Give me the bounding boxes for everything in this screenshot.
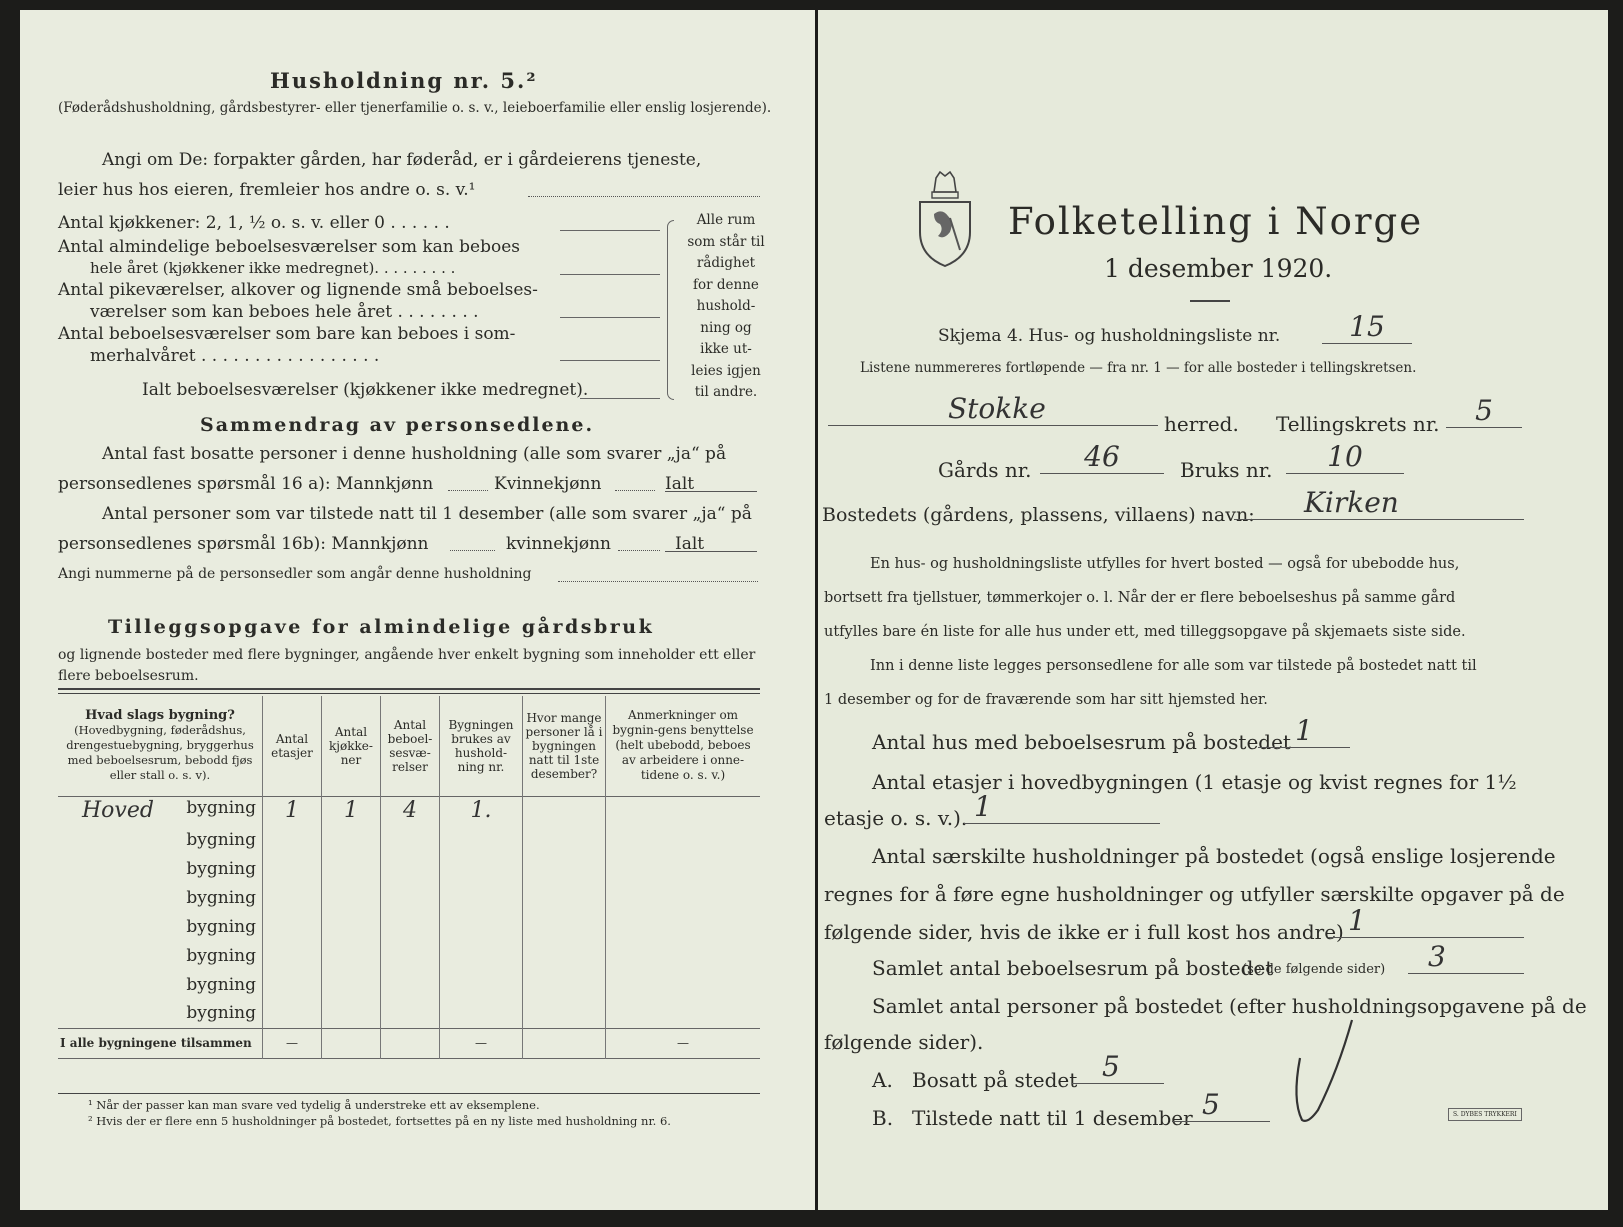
q-etasjer-line-2: etasje o. s. v.).: [824, 806, 968, 830]
angi-line-2: leier hus hos eieren, fremleier hos andre o. s. v.¹: [58, 180, 476, 200]
header-floors: Antal etasjer: [263, 696, 322, 796]
cell-hush: 1.: [440, 796, 523, 825]
cell-kjokken: [322, 941, 381, 970]
cell-etasjer: [263, 912, 322, 941]
skjema-label: Skjema 4. Hus- og husholdningsliste nr.: [938, 326, 1281, 346]
side-note-line: Alle rum: [696, 212, 756, 228]
side-note-line: for denne: [693, 276, 759, 293]
cell-hush: [440, 912, 523, 941]
rooms-summer-1: Antal beboelsesværelser som bare kan beboes i som-: [58, 324, 516, 344]
fill-total-2: [665, 551, 757, 552]
rooms-fill-1: [560, 230, 660, 231]
header-remarks: Anmerkninger om bygnin-gens benyttelse (helt ubebodd, beboes av arbeidere i onne-tidene o. s. v.): [606, 696, 761, 796]
gards-value: 46: [1040, 440, 1164, 474]
cell-hush: [440, 941, 523, 970]
cell-hush: [440, 854, 523, 883]
side-note: [682, 210, 770, 404]
q-samlet-rom-note: (se de følgende sider): [1242, 962, 1386, 977]
cell-etasjer: [263, 825, 322, 854]
rooms-fill-2: [560, 274, 660, 275]
sammendrag-title: Sammendrag av personsedlene.: [200, 414, 595, 436]
census-title: Folketelling i Norge: [1008, 200, 1424, 243]
fill-numbers: [558, 581, 758, 582]
table-total-row: [58, 1028, 760, 1058]
total-label: I alle bygningene tilsammen: [60, 1036, 252, 1050]
cell-pers: [523, 941, 606, 970]
q-samlet-pers-line-1: Samlet antal personer på bostedet (efter husholdningsopgavene på de: [872, 994, 1587, 1018]
rooms-fill-3: [560, 317, 660, 318]
instruction-1: En hus- og husholdningsliste utfylles for hvert bosted — også for ubebodde hus,: [870, 556, 1460, 572]
cell-rom: [381, 941, 440, 970]
sammendrag-total-2: Ialt: [675, 534, 705, 554]
cell-anm: [606, 999, 761, 1028]
sammendrag-line-1: Antal fast bosatte personer i denne husholdning (alle som svarer „ja“ på: [102, 444, 727, 464]
cell-kjokken: [322, 912, 381, 941]
skjema-nr-value: 15: [1322, 310, 1412, 344]
cell-pers: [523, 825, 606, 854]
rooms-total: Ialt beboelsesværelser (kjøkkener ikke medregnet).: [142, 380, 589, 400]
table-row: [58, 941, 760, 970]
tellingskrets-label: Tellingskrets nr.: [1276, 412, 1440, 436]
cell-etasjer: [263, 854, 322, 883]
rooms-ordinary-2: hele året (kjøkkener ikke medregnet). . . . . . . . .: [90, 259, 456, 277]
q-samlet-rom-label: Samlet antal beboelsesrum på bostedet: [872, 956, 1274, 980]
instruction-4: Inn i denne liste legges personsedlene for alle som var tilstede på bostedet natt til: [870, 658, 1477, 674]
a-text: Bosatt på stedet: [912, 1068, 1078, 1092]
table-header-row: [58, 696, 760, 796]
q-samlet-pers-line-2: følgende sider).: [824, 1030, 984, 1054]
sammendrag-line-5: Angi nummerne på de personsedler som angår denne husholdning: [58, 566, 532, 582]
bosted-label: Bostedets (gårdens, plassens, villaens) navn:: [822, 504, 1255, 526]
q-hush-value: 1: [1328, 904, 1524, 938]
angi-fill-line: [528, 196, 760, 197]
cell-kjokken: [322, 970, 381, 999]
header-building-type: [58, 696, 263, 796]
table-top-rule-2: [58, 693, 760, 694]
tellingskrets-value: 5: [1446, 394, 1522, 428]
cell-kjokken: [322, 883, 381, 912]
rooms-kitchens: Antal kjøkkener: 2, 1, ½ o. s. v. eller 0 . . . . . .: [58, 213, 450, 233]
table-row: [58, 999, 760, 1028]
q-hush-line-1: Antal særskilte husholdninger på bostedet (også enslige losjerende: [872, 844, 1556, 868]
header-building-type-desc: (Hovedbygning, føderådshus, drengestuebygning, bryggerhus med beboelsesrum, bebodd fjøs eller stall o. s. v).: [66, 723, 254, 783]
side-note-line: til andre.: [694, 384, 758, 400]
fill-male-2: [450, 550, 495, 551]
cell-rom: [381, 999, 440, 1028]
footnote-1: ¹ Når der passer kan man svare ved tydelig å understreke ett av eksemplene.: [88, 1098, 540, 1112]
footnote-rule: [58, 1093, 760, 1094]
total-persons: [523, 1028, 606, 1058]
building-name: Hoved: [82, 798, 154, 824]
table-row: [58, 825, 760, 854]
table-row: [58, 912, 760, 941]
building-label: bygning: [186, 916, 256, 937]
sammendrag-line-2: personsedlenes spørsmål 16 a): Mannkjønn: [58, 474, 434, 494]
cell-kjokken: [322, 854, 381, 883]
angi-line-1: Angi om De: forpakter gården, har føderåd, er i gårdeierens tjeneste,: [102, 150, 702, 170]
cell-kjokken: [322, 999, 381, 1028]
table-top-rule: [58, 688, 760, 690]
sammendrag-line-4: personsedlenes spørsmål 16b): Mannkjønn: [58, 534, 429, 554]
rooms-ordinary-1: Antal almindelige beboelsesværelser som kan beboes: [58, 237, 520, 257]
cell-anm: [606, 825, 761, 854]
cell-rom: [381, 912, 440, 941]
q-etasjer-line-1: Antal etasjer i hovedbygningen (1 etasje og kvist regnes for 1½: [872, 770, 1517, 794]
building-label: bygning: [186, 1003, 256, 1024]
table-row: [58, 854, 760, 883]
cell-etasjer: [263, 970, 322, 999]
cell-pers: [523, 912, 606, 941]
cell-hush: [440, 883, 523, 912]
cell-rom: [381, 825, 440, 854]
q-hus-label: Antal hus med beboelsesrum på bostedet: [872, 730, 1291, 754]
side-note-line: som står til: [687, 233, 765, 250]
cell-anm: [606, 854, 761, 883]
table-row: [58, 796, 760, 825]
cell-anm: [606, 970, 761, 999]
cell-pers: [523, 970, 606, 999]
q-hush-line-3: følgende sider, hvis de ikke er i full kost hos andre): [824, 920, 1344, 944]
household-subtitle: (Føderådshusholdning, gårdsbestyrer- eller tjenerfamilie o. s. v., leieboerfamilie eller enslig losjerende).: [58, 100, 772, 116]
total-rooms: [381, 1028, 440, 1058]
left-page: [20, 10, 815, 1210]
cell-rom: [381, 854, 440, 883]
building-label: bygning: [186, 974, 256, 995]
rooms-maid-2: værelser som kan beboes hele året . . . . . . . .: [90, 302, 479, 322]
sammendrag-female-2: kvinnekjønn: [506, 534, 612, 554]
header-rooms: Antal beboel-sesvæ-relser: [381, 696, 440, 796]
q-hush-line-2: regnes for å føre egne husholdninger og utfyller særskilte opgaver på de: [824, 882, 1565, 906]
total-household: —: [440, 1028, 523, 1058]
rooms-summer-2: merhalvåret . . . . . . . . . . . . . . . . .: [90, 346, 380, 366]
cell-kjokken: 1: [322, 796, 381, 825]
cell-hush: [440, 999, 523, 1028]
building-type-cell: [58, 999, 263, 1028]
cell-hush: [440, 970, 523, 999]
cell-rom: [381, 883, 440, 912]
q-etasjer-value: 1: [964, 790, 1160, 824]
fill-male-1: [448, 490, 488, 491]
rooms-fill-4: [560, 360, 660, 361]
instruction-5: 1 desember og for de fraværende som har sitt hjemsted her.: [824, 692, 1268, 708]
cell-pers: [523, 999, 606, 1028]
building-table: [58, 696, 760, 1059]
side-note-line: hushold-: [696, 298, 756, 314]
side-note-line: leies igjen: [691, 362, 761, 379]
building-type-cell: [58, 854, 263, 883]
table-row: [58, 883, 760, 912]
cell-anm: [606, 941, 761, 970]
household-title: Husholdning nr. 5.²: [270, 68, 538, 93]
right-page: [818, 10, 1608, 1210]
title-divider: [1190, 300, 1230, 302]
building-type-cell: [58, 796, 263, 825]
rooms-brace: [667, 220, 674, 400]
total-remarks: —: [606, 1028, 761, 1058]
header-building-type-title: Hvad slags bygning?: [85, 708, 235, 724]
cell-etasjer: 1: [263, 796, 322, 825]
bosted-value: Kirken: [1234, 486, 1524, 520]
fill-female-2: [618, 550, 660, 551]
building-label: bygning: [186, 945, 256, 966]
printer-stamp: S. DYBES TRYKKERI: [1448, 1108, 1522, 1121]
instruction-2: bortsett fra tjellstuer, tømmerkojer o. l. Når der er flere beboelseshus på samme gård: [824, 590, 1456, 606]
herred-label: herred.: [1164, 412, 1239, 436]
building-label: bygning: [186, 798, 256, 819]
rooms-total-fill: [580, 398, 660, 399]
cell-kjokken: [322, 825, 381, 854]
check-mark-icon: [1288, 1010, 1368, 1130]
building-type-cell: [58, 912, 263, 941]
cell-pers: [523, 796, 606, 825]
building-type-cell: [58, 883, 263, 912]
side-note-line: ikke ut-: [700, 341, 752, 357]
tillegg-title: Tilleggsopgave for almindelige gårdsbruk: [108, 616, 655, 638]
sammendrag-line-3: Antal personer som var tilstede natt til 1 desember (alle som svarer „ja“ på: [102, 504, 752, 524]
building-label: bygning: [186, 829, 256, 850]
cell-rom: [381, 970, 440, 999]
cell-anm: [606, 912, 761, 941]
header-persons: Hvor mange personer lå i bygningen natt til 1ste desember?: [523, 696, 606, 796]
cell-etasjer: [263, 883, 322, 912]
fill-total-1: [665, 491, 757, 492]
cell-hush: [440, 825, 523, 854]
b-label: B.: [872, 1106, 894, 1130]
tillegg-subtitle: og lignende bosteder med flere bygninger, angående hver enkelt bygning som inneholder ett eller flere beboelsesrum.: [58, 647, 756, 684]
a-label: A.: [872, 1068, 893, 1092]
gards-label: Gårds nr.: [938, 458, 1032, 482]
herred-value: Stokke: [828, 392, 1158, 426]
header-kitchens: Antal kjøkke-ner: [322, 696, 381, 796]
cell-anm: [606, 796, 761, 825]
bruks-value: 10: [1286, 440, 1404, 474]
sammendrag-total-1: Ialt: [665, 474, 695, 494]
fill-female-1: [615, 490, 655, 491]
b-text: Tilstede natt til 1 desember: [912, 1106, 1193, 1130]
q-hus-value: 1: [1258, 714, 1350, 748]
header-household: Bygningen brukes av hushold-ning nr.: [440, 696, 523, 796]
cell-pers: [523, 883, 606, 912]
building-label: bygning: [186, 887, 256, 908]
side-note-line: ning og: [700, 319, 752, 336]
cell-etasjer: [263, 941, 322, 970]
building-label: bygning: [186, 858, 256, 879]
cell-anm: [606, 883, 761, 912]
cell-etasjer: [263, 999, 322, 1028]
census-date: 1 desember 1920.: [1104, 254, 1333, 283]
a-value: 5: [1072, 1050, 1164, 1084]
building-type-cell: [58, 941, 263, 970]
listene-note: Listene nummereres fortløpende — fra nr. 1 — for alle bosteder i tellingskretsen.: [860, 360, 1417, 376]
coat-of-arms-icon: [914, 170, 976, 270]
cell-rom: 4: [381, 796, 440, 825]
cell-pers: [523, 854, 606, 883]
b-value: 5: [1172, 1088, 1270, 1122]
rooms-maid-1: Antal pikeværelser, alkover og lignende små beboelses-: [58, 280, 538, 300]
side-note-line: rådighet: [696, 255, 756, 271]
instruction-3: utfylles bare én liste for alle hus under ett, med tilleggsopgave på skjemaets siste side.: [824, 624, 1466, 640]
q-samlet-rom-value: 3: [1408, 940, 1524, 974]
sammendrag-female-1: Kvinnekjønn: [494, 474, 602, 494]
table-row: [58, 970, 760, 999]
building-type-cell: [58, 825, 263, 854]
total-floors: —: [263, 1028, 322, 1058]
building-type-cell: [58, 970, 263, 999]
bruks-label: Bruks nr.: [1180, 458, 1273, 482]
footnote-2: ² Hvis der er flere enn 5 husholdninger på bostedet, fortsettes på en ny liste med husholdning nr. 6.: [88, 1114, 671, 1128]
total-kitchens: [322, 1028, 381, 1058]
